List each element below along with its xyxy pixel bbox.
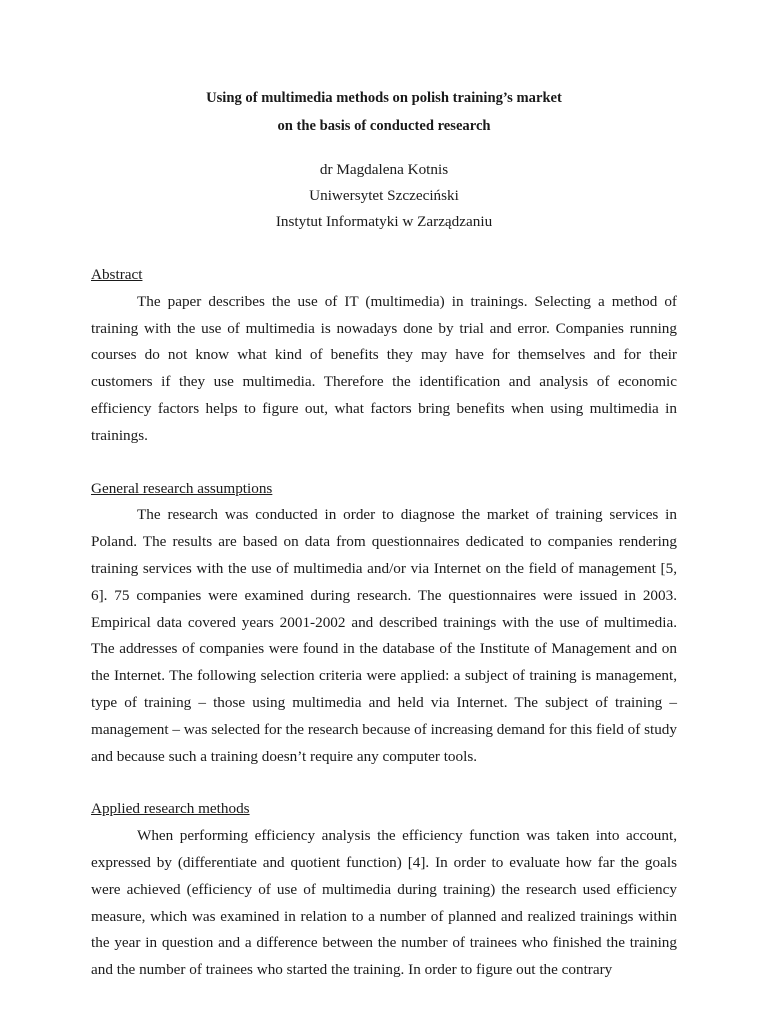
document-page (91, 84, 677, 984)
section-paragraph: The research was conducted in order to diagnose the market of training services in Poland. The results are based on data from questionnaires dedicated to companies rendering training services with the use of multimedia and/or via Internet on the field of management [5, 6]. 75 companies were examined during research. The questionnaires were issued in 2003. Empirical data covered years 2001-2002 and described trainings with the use of multimedia. The addresses of companies were found in the database of the Institute of Management and on the Internet. The following selection criteria were applied: a subject of training is management, type of training – those using multimedia and held via Internet. The subject of training – management – was selected for the research because of increasing demand for this field of study and because such a training doesn’t require any computer tools. (91, 506, 677, 765)
author-block (91, 157, 677, 235)
title-line-2: on the basis of conducted research (277, 118, 491, 134)
affiliation-university: Uniwersytet Szczeciński (309, 187, 459, 204)
title-line-1: Using of multimedia methods on polish training’s market (206, 90, 562, 106)
author-name: dr Magdalena Kotnis (319, 161, 449, 178)
paper-title (91, 84, 677, 140)
affiliation-institute: Instytut Informatyki w Zarządzaniu (275, 213, 493, 230)
section-heading: General research assumptions (91, 479, 273, 497)
section-heading: Applied research methods (91, 800, 250, 818)
section-paragraph: When performing efficiency analysis the efficiency function was taken into account, expressed by (differentiate and quotient function) [4]. In order to evaluate how far the goals were achieved (efficiency of use of multimedia during training) the research used efficiency measure, which was examined in relation to a number of planned and realized trainings within the year in question and a difference between the number of trainees who finished the training and the number of trainees who started the training. In order to figure out the contrary (91, 827, 677, 979)
section-applied-research-methods (91, 796, 677, 984)
section-general-research-assumptions (91, 476, 677, 771)
section-heading: Abstract (91, 266, 143, 283)
section-paragraph: The paper describes the use of IT (multimedia) in trainings. Selecting a method of training with the use of multimedia is nowadays done by trial and error. Companies running courses do not know what kind of benefits they may have for themselves and for their customers if they use multimedia. Therefore the identification and analysis of economic efficiency factors helps to figure out, what factors bring benefits when using multimedia in trainings. (91, 292, 677, 444)
section-abstract (91, 262, 677, 450)
